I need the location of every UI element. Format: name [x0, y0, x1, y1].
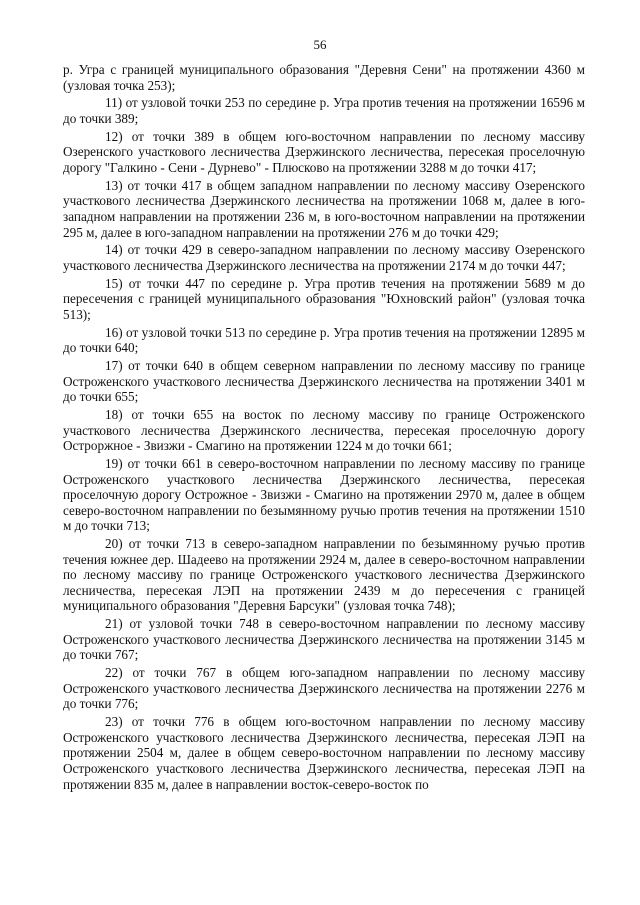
paragraph: 14) от точки 429 в северо-западном направлении по лесному массиву Озеренского участкового лесничества Дзержинского лесничества на протяжении 2174 м до точки 447;	[63, 242, 585, 273]
paragraph: 13) от точки 417 в общем западном направлении по лесному массиву Озеренского участкового лесничества Дзержинского лесничества на протяжении 1068 м, далее в юго-западном направлении на протяжении 236 м, в юго-восточном направлении на протяжении 295 м, далее в юго-западном направлении на протяжении 276 м до точки 429;	[63, 177, 585, 240]
paragraph: 17) от точки 640 в общем северном направлении по лесному массиву по границе Остроженского участкового лесничества Дзержинского лесничества на протяжении 3401 м до точки 655;	[63, 358, 585, 405]
paragraph: 16) от узловой точки 513 по середине р. Угра против течения на протяжении 12895 м до точки 640;	[63, 324, 585, 356]
paragraph: 12) от точки 389 в общем юго-восточном направлении по лесному массиву Озеренского участкового лесничества Дзержинского лесничества, пересекая проселочную дорогу "Галкино - Сени - Дурнево" - Плюсково на протяжении 3288 м до точки 417;	[63, 128, 585, 175]
document-body	[63, 62, 585, 794]
paragraph: 11) от узловой точки 253 по середине р. Угра против течения на протяжении 16596 м до точки 389;	[63, 95, 585, 126]
paragraph: р. Угра с границей муниципального образования "Деревня Сени" на протяжении 4360 м (узловая точка 253);	[63, 62, 585, 93]
paragraph: 22) от точки 767 в общем юго-западном направлении по лесному массиву Остроженского участкового лесничества Дзержинского лесничества на протяжении 2276 м до точки 776;	[63, 665, 585, 712]
page-number: 56	[313, 37, 327, 52]
paragraph: 23) от точки 776 в общем юго-восточном направлении по лесному массиву Остроженского участкового лесничества Дзержинского лесничества, пересекая ЛЭП на протяжении 2504 м, далее в общем северо-восточном направлении по лесному массиву Остроженского участкового лесничества Дзержинского лесничества, пересекая ЛЭП на протяжении 835 м, далее в направлении восток-северо-восток по	[63, 714, 585, 792]
paragraph: 15) от точки 447 по середине р. Угра против течения на протяжении 5689 м до пересечения с границей муниципального образования "Юхновский район" (узловая точка 513);	[63, 275, 585, 322]
paragraph: 21) от узловой точки 748 в северо-восточном направлении по лесному массиву Остроженского участкового лесничества Дзержинского лесничества на протяжении 3145 м до точки 767;	[63, 616, 585, 663]
paragraph: 19) от точки 661 в северо-восточном направлении по лесному массиву по границе Остроженского участкового лесничества Дзержинского лесничества, пересекая проселочную дорогу Острожное - Звизжи - Смагино на протяжении 2970 м, далее в общем северо-восточном направлении по безымянному ручью против течения на протяжении 1510 м до точки 713;	[63, 455, 585, 534]
paragraph: 18) от точки 655 на восток по лесному массиву по границе Остроженского участкового лесничества Дзержинского лесничества, пересекая проселочную дорогу Остроржное - Звизжи - Смагино на протяжении 1224 м до точки 661;	[63, 406, 585, 454]
paragraph: 20) от точки 713 в северо-западном направлении по безымянному ручью против течения южнее дер. Шадеево на протяжении 2924 м, далее в северо-восточном направлении по лесному массиву по границе Остроженского участкового лесничества Дзержинского лесничества, пересекая ЛЭП на протяжении 2439 м до пересечения с границей муниципального образования "Деревня Барсуки" (узловая точка 748);	[63, 536, 585, 614]
